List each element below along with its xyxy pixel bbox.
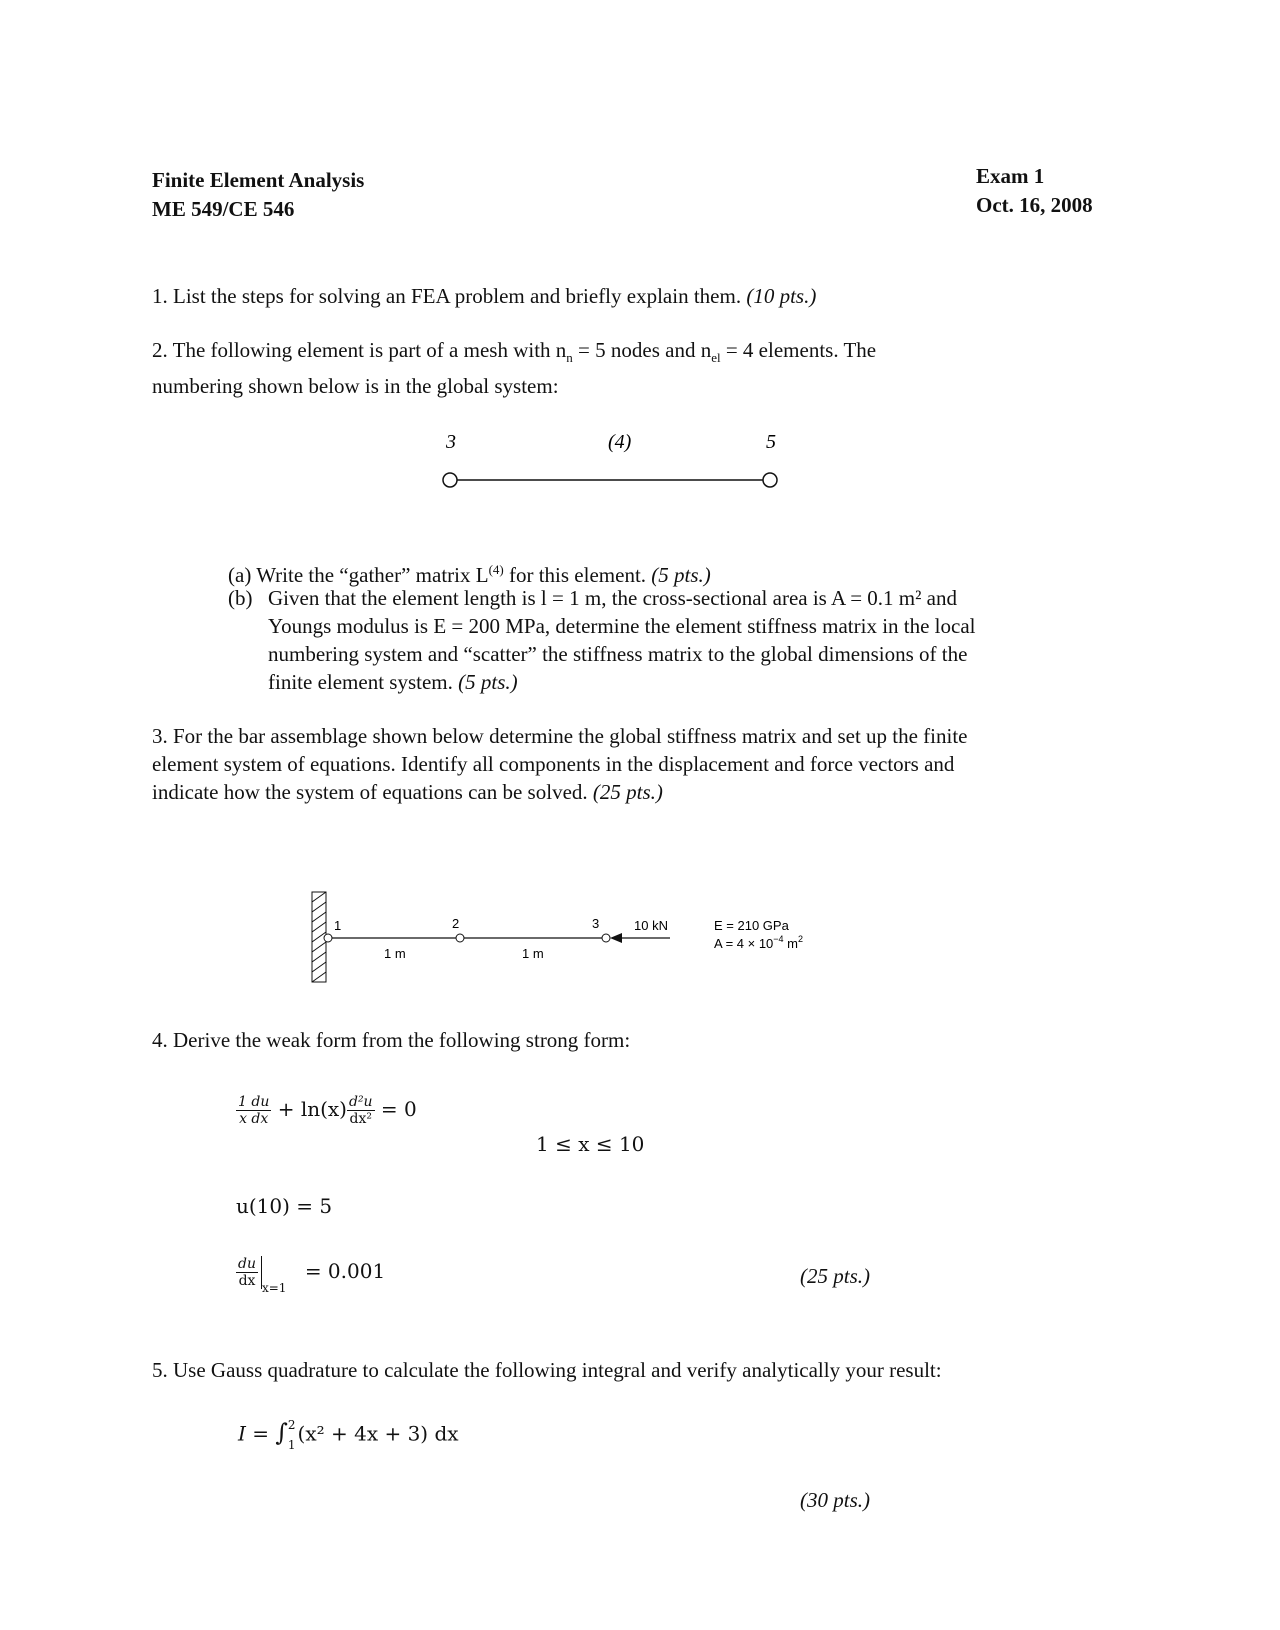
q4-frac2-num: d²u xyxy=(348,1094,373,1110)
node-left-label: 3 xyxy=(446,431,456,453)
question-3 xyxy=(152,722,1152,806)
q1-text: 1. List the steps for solving an FEA problem and briefly explain them. xyxy=(152,284,742,308)
load-label: 10 kN xyxy=(634,918,668,933)
q4-bc2-sub: x=1 xyxy=(261,1281,287,1295)
q3-last: indicate how the system of equations can be solved. xyxy=(152,780,588,804)
node-3-label: 3 xyxy=(592,916,600,931)
node-1 xyxy=(324,934,332,942)
q2b-label: (b) xyxy=(228,586,253,610)
node-2-label: 2 xyxy=(452,916,460,931)
load-arrow-head xyxy=(610,933,622,943)
q2b-line-2: Youngs modulus is E = 200 MPa, determine the element stiffness matrix in the local xyxy=(268,614,976,638)
q3-bar-diagram xyxy=(300,886,860,996)
q2a-points: (5 pts.) xyxy=(651,563,711,587)
q4-text: 4. Derive the weak form from the following strong form: xyxy=(152,1028,631,1052)
q5-lhs: I = xyxy=(238,1421,276,1446)
q2a-text1: Write the “gather” matrix L xyxy=(256,563,489,587)
q2-nn-sub: n xyxy=(566,350,573,366)
q5-lower: 1 xyxy=(287,1438,296,1452)
q4-frac2 xyxy=(347,1094,375,1127)
q5-text: 5. Use Gauss quadrature to calculate the following integral and verify analytically your result: xyxy=(152,1358,942,1382)
q2-line1: 2. The following element is part of a mesh with n xyxy=(152,338,567,362)
q4-eq-end: = 0 xyxy=(374,1097,417,1121)
q5-upper: 2 xyxy=(287,1418,296,1432)
length-1-label: 1 m xyxy=(384,946,406,961)
q2-element-diagram xyxy=(430,430,790,500)
exam-date: Oct. 16, 2008 xyxy=(976,193,1093,217)
q5-points: (30 pts.) xyxy=(800,1488,870,1512)
node-1-label: 1 xyxy=(334,918,342,933)
q4-frac1 xyxy=(236,1094,271,1127)
q4-bc2 xyxy=(236,1256,385,1295)
course-title: Finite Element Analysis xyxy=(152,168,365,192)
q2-part-b xyxy=(268,584,1148,696)
node-right-circle xyxy=(763,473,777,487)
q2-nel-sub: el xyxy=(711,350,721,366)
q3-line-1: 3. For the bar assemblage shown below determine the global stiffness matrix and set up the finite xyxy=(152,724,968,748)
modulus-label: E = 210 GPa xyxy=(714,918,789,933)
node-2 xyxy=(456,934,464,942)
q2b-line-3: numbering system and “scatter” the stiffness matrix to the global dimensions of the xyxy=(268,642,968,666)
q2-line1c: = 4 elements. The xyxy=(720,338,877,362)
q2-line1b: = 5 nodes and n xyxy=(572,338,712,362)
q3-line-2: element system of equations. Identify all components in the displacement and force vectors and xyxy=(152,752,955,776)
q5-integral-symbol: ∫ xyxy=(275,1418,288,1447)
q2a-text2: for this element. xyxy=(503,563,647,587)
course-code: ME 549/CE 546 xyxy=(152,197,295,221)
q5-limits xyxy=(288,1418,296,1452)
q4-bc2-num: du xyxy=(238,1256,256,1272)
q4-strong-form xyxy=(236,1094,417,1127)
area-label: $A = 4 \times 10^{-4}$ $m^2$ xyxy=(714,934,804,951)
q2a-label: (a) xyxy=(228,563,252,587)
q4-bc2-den: dx xyxy=(238,1273,256,1289)
q3-points: (25 pts.) xyxy=(592,780,663,804)
q4-bc1: u(10) = 5 xyxy=(236,1194,333,1218)
q2b-last: finite element system. xyxy=(268,670,453,694)
length-2-label: 1 m xyxy=(522,946,544,961)
q4-eq-mid: + ln(x) xyxy=(271,1097,347,1121)
question-1 xyxy=(152,282,816,310)
q2-line2: numbering shown below is in the global system: xyxy=(152,374,559,399)
q2b-points: (5 pts.) xyxy=(458,670,518,694)
node-right-label: 5 xyxy=(766,431,776,453)
q4-domain: 1 ≤ x ≤ 10 xyxy=(536,1132,645,1156)
q2a-sup: (4) xyxy=(488,562,504,577)
q5-integrand: (x² + 4x + 3) dx xyxy=(297,1421,459,1446)
header-right xyxy=(976,162,1093,220)
node-left-circle xyxy=(443,473,457,487)
header-left xyxy=(152,166,364,224)
q4-frac1-den: x dx xyxy=(239,1111,269,1127)
element-label: (4) xyxy=(608,431,632,453)
exam-title: Exam 1 xyxy=(976,164,1045,188)
q1-points: (10 pts.) xyxy=(746,284,817,308)
node-3 xyxy=(602,934,610,942)
q5-integral xyxy=(238,1418,459,1452)
q4-bc2-val: = 0.001 xyxy=(304,1259,386,1283)
q2b-line-1: Given that the element length is l = 1 m, the cross-sectional area is A = 0.1 m² and xyxy=(268,586,957,610)
q4-points: (25 pts.) xyxy=(800,1264,870,1288)
q4-bc2-frac xyxy=(236,1256,262,1289)
q4-frac1-num: 1 du xyxy=(238,1094,270,1110)
question-2 xyxy=(152,336,1152,400)
q4-frac2-den: dx² xyxy=(349,1111,373,1127)
